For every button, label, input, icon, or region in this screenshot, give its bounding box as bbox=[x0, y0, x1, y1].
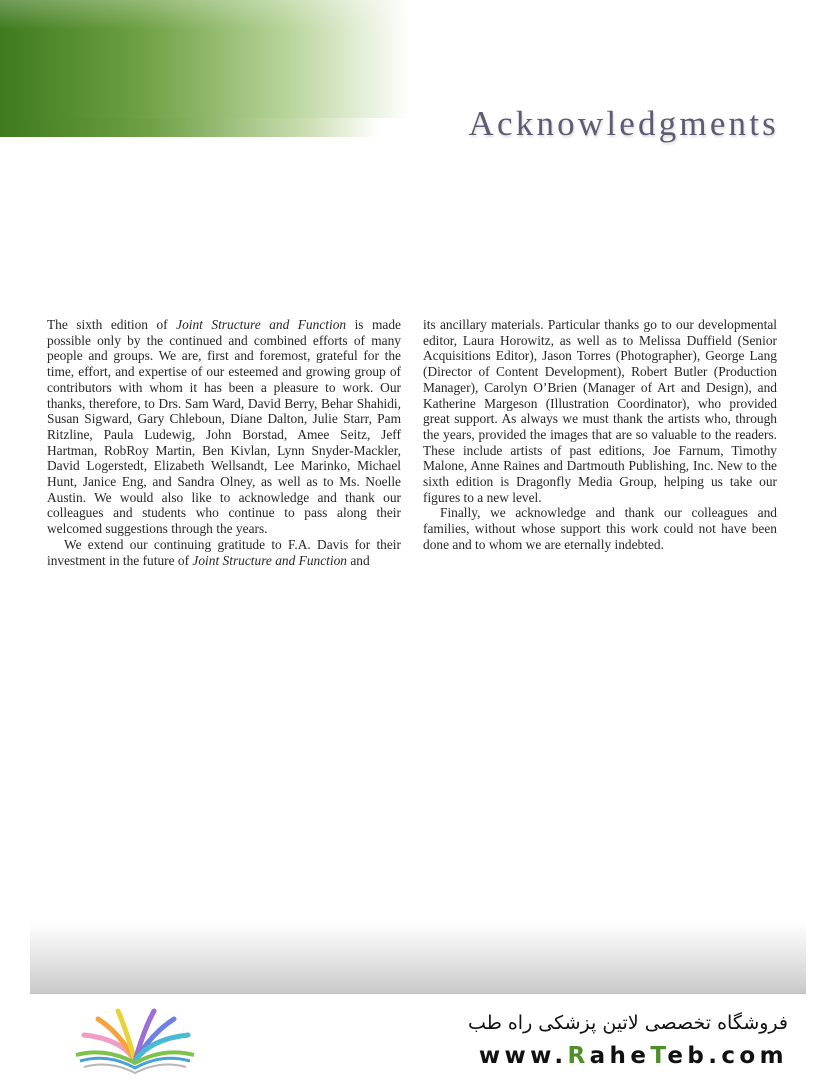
paragraph-intro: The sixth edition of Joint Structure and Function is made possible only by the continued and combined efforts of many people and groups. We are, first and foremost, grateful for the time, effort, and expertise of our esteemed and growing group of contributors with whom it has been a pleasure to work. Our thanks, therefore, to Drs. Sam Ward, David Berry, Behar Shahidi, Susan Sigward, Gary Chleboun, Diane Dalton, Julie Starr, Pam Ritzline, Paula Ludewig, John Borstad, Amee Seitz, Jeff Hartman, RobRoy Martin, Ben Kivlan, Lynn Snyder-Mackler, David Logerstedt, Elizabeth Wellsandt, Lee Marinko, Michael Hunt, Janice Eng, and Sandra Olney, as well as to Ms. Noelle Austin. We would also like to acknowledge and thank our colleagues and students who continue to pass along their welcomed suggestions through the years. bbox=[47, 317, 401, 537]
text-column-right bbox=[423, 317, 777, 553]
paragraph-gratitude: We extend our continuing gratitude to F.A. Davis for their investment in the future of Joint Structure and Function and bbox=[47, 536, 401, 568]
header-band-highlight bbox=[0, 0, 410, 30]
store-name: فروشگاه تخصصی لاتین پزشکی راه طب bbox=[468, 1012, 788, 1034]
book-title: Joint Structure and Function bbox=[176, 317, 347, 332]
paragraph-closing: Finally, we acknowledge and thank our colleagues and families, without whose support this work could not have been done and to whom we are eternally indebted. bbox=[423, 505, 777, 552]
header-green-strip bbox=[0, 118, 380, 137]
page-title: Acknowledgments bbox=[468, 104, 779, 143]
text-column-left bbox=[47, 317, 401, 568]
footer-shade bbox=[30, 922, 806, 994]
book-title: Joint Structure and Function bbox=[192, 552, 347, 568]
footer-divider bbox=[30, 993, 806, 994]
open-book-logo-icon bbox=[70, 1005, 200, 1077]
paragraph-continued: its ancillary materials. Particular thanks go to our developmental editor, Laura Horowitz, as well as to Melissa Duffield (Senior Acquisitions Editor), Jason Torres (Photographer), George Lang (Director of Content Development), Robert Butler (Production Manager), Carolyn O’Brien (Manager of Art and Design), and Katherine Margeson (Illustration Coordinator), who provided great support. As always we must thank the artists who, through the years, provided the images that are so valuable to the readers. These include artists of past editions, Joe Farnum, Timothy Malone, Anne Raines and Dartmouth Publishing, Inc. New to the sixth edition is Dragonfly Media Group, helping us take our figures to a new level. bbox=[423, 317, 777, 505]
store-url: www.RaheTeb.com bbox=[478, 1043, 788, 1069]
